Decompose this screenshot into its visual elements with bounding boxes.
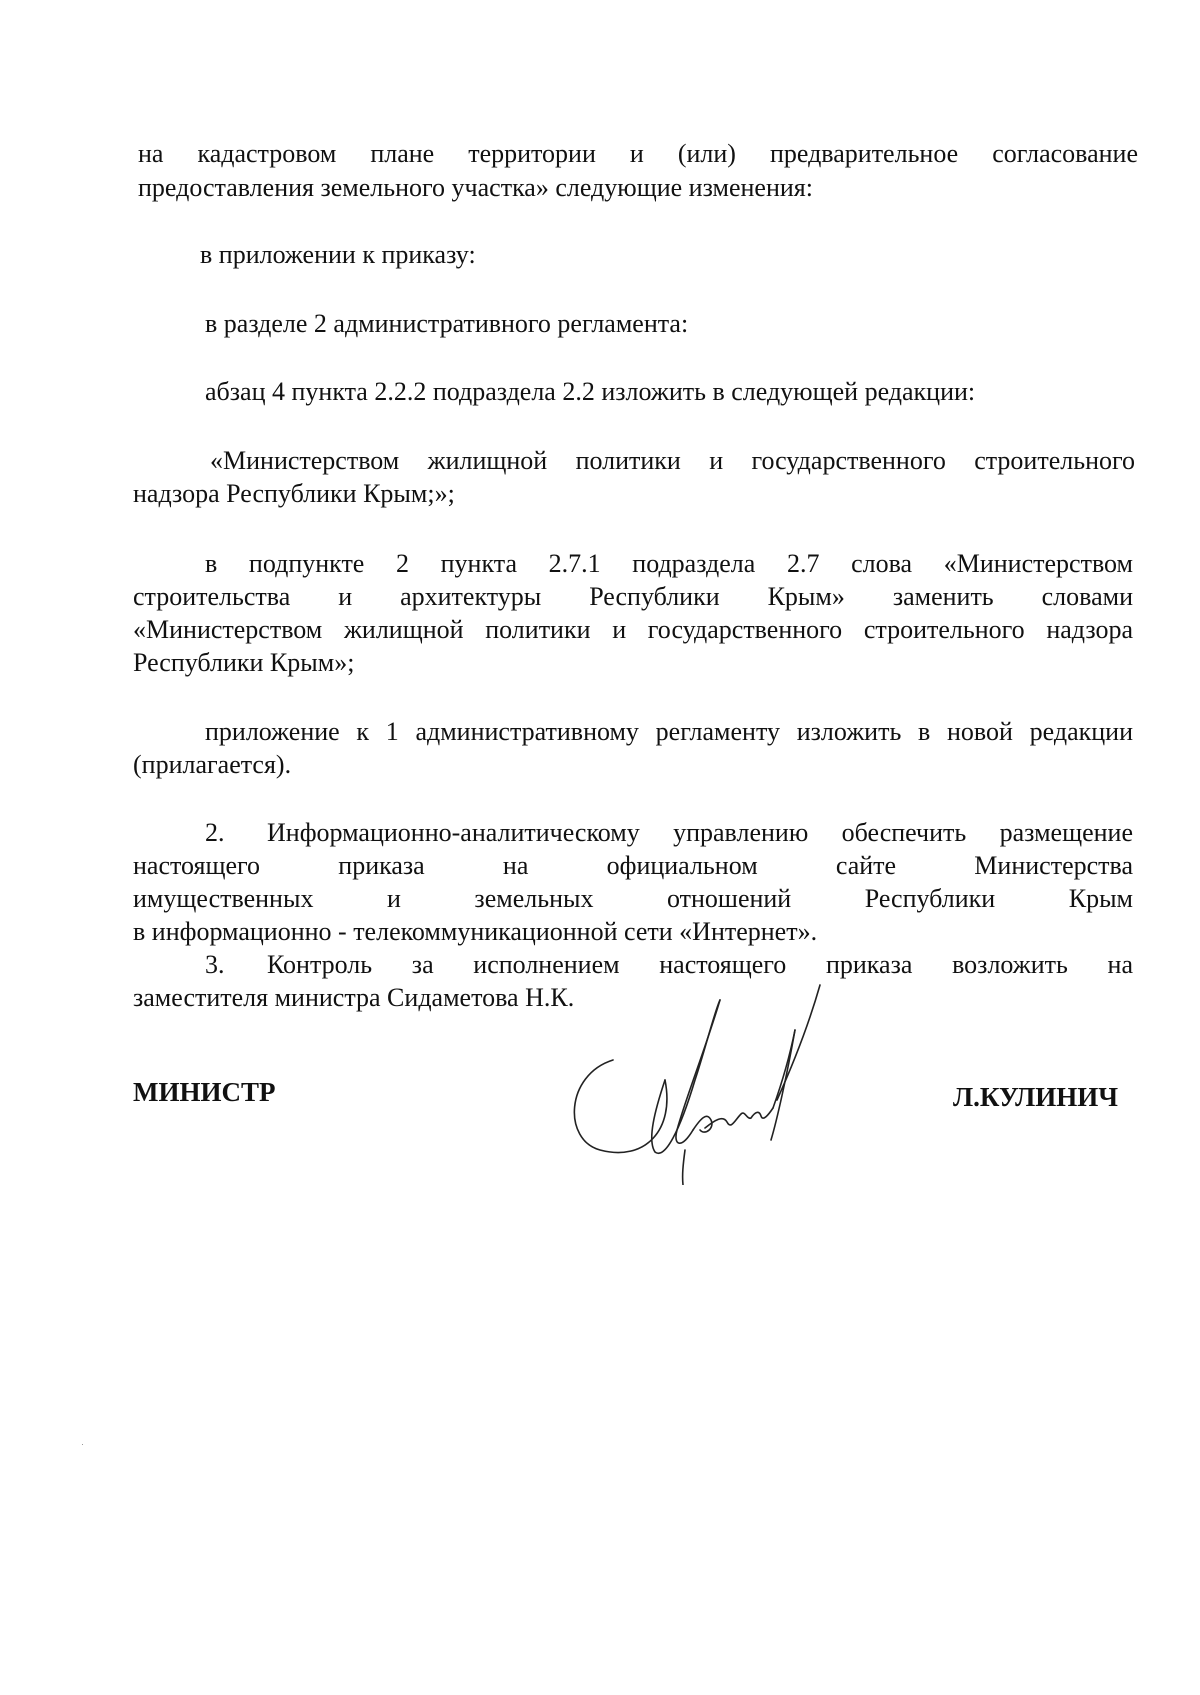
signatory-name: Л.КУЛИНИЧ <box>953 1082 1119 1112</box>
item3-number: 3. <box>205 950 225 979</box>
appendix1-line-2: (прилагается). <box>133 750 292 779</box>
subitem2-line-4: Республики Крым»; <box>133 648 355 677</box>
appendix1-line-1: приложение к 1 административному регламенту изложить в новой редакции <box>205 717 1133 746</box>
abzac4-paragraph: абзац 4 пункта 2.2.2 подраздела 2.2 изложить в следующей редакции: <box>205 377 976 406</box>
section2-paragraph: в разделе 2 административного регламента: <box>205 309 689 338</box>
annex-paragraph: в приложении к приказу: <box>200 240 476 269</box>
intro-line-1: на кадастровом плане территории и (или) предварительное согласование <box>138 139 1138 168</box>
subitem2-line-3: «Министерством жилищной политики и государственного строительного надзора <box>133 615 1133 644</box>
intro-line-2: предоставления земельного участка» следующие изменения: <box>138 173 813 202</box>
quote-line-1: «Министерством жилищной политики и государственного строительного <box>210 446 1135 475</box>
item2-number: 2. <box>205 818 225 847</box>
item2-line-2: настоящего приказа на официальном сайте Министерства <box>133 851 1133 880</box>
item3-line-2: заместителя министра Сидаметова Н.К. <box>133 983 575 1012</box>
item3-line-1: Контроль за исполнением настоящего приказа возложить на <box>267 950 1133 979</box>
item2-line-1: Информационно-аналитическому управлению обеспечить размещение <box>267 818 1133 847</box>
handwritten-signature <box>555 980 865 1185</box>
quote-line-2: надзора Республики Крым;»; <box>133 479 455 508</box>
subitem2-line-2: строительства и архитектуры Республики Крым» заменить словами <box>133 582 1133 611</box>
item2-line-3: имущественных и земельных отношений Республики Крым <box>133 884 1133 913</box>
scan-dot <box>82 1444 83 1445</box>
item2-line-4: в информационно - телекоммуникационной сети «Интернет». <box>133 917 818 946</box>
subitem2-line-1: в подпункте 2 пункта 2.7.1 подраздела 2.7 слова «Министерством <box>205 549 1133 578</box>
signatory-position: МИНИСТР <box>133 1077 276 1107</box>
